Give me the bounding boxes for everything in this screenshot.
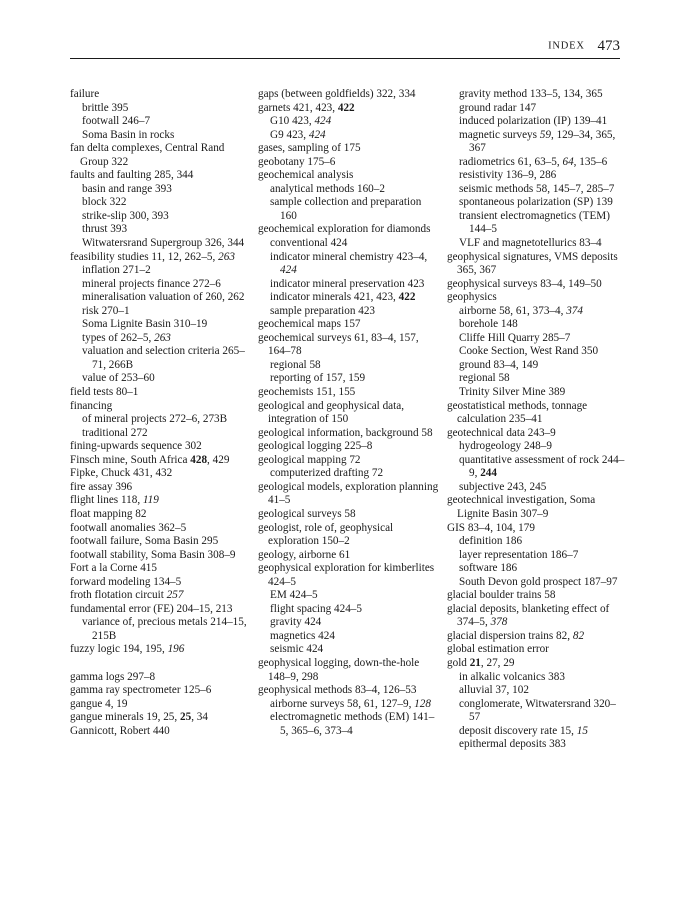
index-subentry: G9 423, 424 (270, 128, 326, 141)
index-entry: geophysical signatures, VMS deposits 365, 367 (447, 250, 618, 277)
index-subentry: airborne surveys 58, 61, 127–9, 128 (270, 697, 431, 710)
index-subentry: of mineral projects 272–6, 273B (82, 413, 228, 426)
index-entry: forward modeling 134–5 (70, 575, 182, 588)
index-entry: geobotany 175–6 (258, 155, 336, 168)
index-subentry: sample collection and preparation 160 (270, 196, 422, 222)
index-entry: Finsch mine, South Africa 428, 429 (70, 453, 230, 466)
index-subentry: definition 186 (459, 535, 523, 548)
index-entry: geochemical maps 157 (258, 318, 361, 331)
index-subentry: epithermal deposits 383 (459, 738, 566, 751)
index-subentry: transient electromagnetics (TEM) 144–5 (459, 209, 610, 236)
index-subentry: value of 253–60 (82, 372, 155, 385)
index-subentry: indicator mineral preservation 423 (270, 277, 425, 290)
index-entry: feasibility studies 11, 12, 262–5, 263 (70, 250, 235, 263)
index-subentry: mineralisation valuation of 260, 262 (82, 291, 245, 304)
index-entry: geological and geophysical data, integration of 150 (258, 399, 405, 426)
index-entry: gangue minerals 19, 25, 25, 34 (70, 711, 208, 724)
index-subentry: indicator mineral chemistry 423–4, 424 (270, 250, 428, 277)
index-subentry: resistivity 136–9, 286 (459, 169, 557, 182)
index-subentry: Witwatersrand Supergroup 326, 344 (82, 237, 245, 250)
index-subentry: conglomerate, Witwatersrand 320–57 (459, 697, 616, 724)
index-subentry: magnetics 424 (270, 629, 335, 642)
index-subentry: quantitative assessment of rock 244–9, 244 (459, 453, 625, 480)
index-entry: geochemical surveys 61, 83–4, 157, 164–78 (258, 331, 419, 358)
index-subentry: conventional 424 (270, 237, 348, 250)
index-entry: geochemical exploration for diamonds (258, 223, 431, 236)
index-subentry: radiometrics 61, 63–5, 64, 135–6 (459, 155, 608, 168)
index-subentry: brittle 395 (82, 101, 129, 114)
index-entry: gamma logs 297–8 (70, 670, 156, 683)
index-subentry: electromagnetic methods (EM) 141–5, 365–6, 373–4 (270, 711, 435, 737)
index-subentry: traditional 272 (82, 426, 148, 439)
index-entry: geological surveys 58 (258, 507, 356, 520)
index-entry: footwall failure, Soma Basin 295 (70, 535, 219, 548)
index-subentry: borehole 148 (459, 318, 518, 331)
index-subentry: G10 423, 424 (270, 115, 332, 128)
index-entry: gamma ray spectrometer 125–6 (70, 684, 212, 697)
index-entry: failure (70, 88, 100, 100)
index-subentry: VLF and magnetotellurics 83–4 (459, 237, 602, 250)
header-rule (70, 58, 620, 59)
index-subentry: alluvial 37, 102 (459, 684, 529, 697)
index-entry: geophysical exploration for kimberlites 424–5 (258, 562, 435, 588)
index-column-3 (447, 88, 627, 752)
index-subentry: Trinity Silver Mine 389 (459, 386, 566, 399)
index-subentry: deposit discovery rate 15, 15 (459, 724, 588, 737)
index-entry: fuzzy logic 194, 195, 196 (70, 643, 185, 656)
index-subentry: spontaneous polarization (SP) 139 (459, 196, 613, 209)
index-subentry: mineral projects finance 272–6 (82, 277, 221, 290)
index-entry: geotechnical data 243–9 (447, 426, 556, 439)
header-index-label: INDEX (548, 40, 585, 52)
index-entry: Fipke, Chuck 431, 432 (70, 467, 173, 480)
index-entry: gangue 4, 19 (70, 697, 128, 710)
index-entry: geophysical methods 83–4, 126–53 (258, 684, 417, 697)
index-column-1 (70, 88, 248, 738)
index-entry: fire assay 396 (70, 480, 133, 493)
index-entry: geologist, role of, geophysical exploration 150–2 (258, 521, 394, 548)
index-entry: GIS 83–4, 104, 179 (447, 521, 535, 534)
index-entry: geological logging 225–8 (258, 440, 373, 453)
index-entry: geophysics (447, 291, 497, 304)
index-entry: geophysical logging, down-the-hole 148–9, 298 (258, 656, 420, 683)
index-entry: fan delta complexes, Central Rand Group 322 (70, 142, 225, 168)
index-subentry: variance of, precious metals 214–15, 215B (82, 616, 247, 642)
index-entry: field tests 80–1 (70, 386, 139, 399)
index-subentry: sample preparation 423 (270, 304, 376, 317)
index-subentry: ground radar 147 (459, 101, 537, 114)
index-subentry: footwall 246–7 (82, 115, 151, 128)
index-entry: geostatistical methods, tonnage calculation 235–41 (447, 399, 588, 426)
index-entry: froth flotation circuit 257 (70, 589, 184, 602)
index-subentry: Soma Lignite Basin 310–19 (82, 318, 208, 331)
index-subentry: layer representation 186–7 (459, 548, 579, 561)
index-entry: financing (70, 399, 113, 412)
index-subentry: induced polarization (IP) 139–41 (459, 115, 608, 128)
index-subentry: strike-slip 300, 393 (82, 209, 169, 222)
index-entry: flight lines 118, 119 (70, 494, 159, 507)
index-subentry: gravity 424 (270, 616, 322, 629)
index-entry: footwall stability, Soma Basin 308–9 (70, 548, 236, 561)
index-subentry: computerized drafting 72 (270, 467, 384, 480)
index-entry: geochemical analysis (258, 169, 354, 182)
index-entry: geotechnical investigation, Soma Lignite Basin 307–9 (447, 494, 596, 520)
index-subentry: South Devon gold prospect 187–97 (459, 575, 618, 588)
index-entry: geochemists 151, 155 (258, 386, 356, 399)
index-entry: footwall anomalies 362–5 (70, 521, 187, 534)
index-entry: geological models, exploration planning 41–5 (258, 480, 439, 507)
index-subentry: Cliffe Hill Quarry 285–7 (459, 331, 571, 344)
index-entry: faults and faulting 285, 344 (70, 169, 194, 182)
running-header (70, 36, 620, 56)
index-entry: glacial dispersion trains 82, 82 (447, 629, 585, 642)
index-subentry: analytical methods 160–2 (270, 182, 385, 195)
index-subentry: basin and range 393 (82, 182, 172, 195)
index-entry: garnets 421, 423, 422 (258, 101, 355, 114)
index-subentry: regional 58 (459, 372, 510, 385)
index-subentry: gravity method 133–5, 134, 365 (459, 88, 603, 100)
index-entry: gaps (between goldfields) 322, 334 (258, 88, 416, 100)
index-entry: gases, sampling of 175 (258, 142, 361, 155)
index-entry: Gannicott, Robert 440 (70, 724, 170, 737)
index-entry: glacial boulder trains 58 (447, 589, 556, 602)
index-column-2 (258, 88, 440, 738)
index-entry: geology, airborne 61 (258, 548, 351, 561)
index-subentry: airborne 58, 61, 373–4, 374 (459, 304, 583, 317)
index-entry: fining-upwards sequence 302 (70, 440, 202, 453)
page-number: 473 (597, 38, 620, 55)
index-subentry: seismic 424 (270, 643, 324, 656)
index-subentry: ground 83–4, 149 (459, 358, 539, 371)
index-entry: geophysical surveys 83–4, 149–50 (447, 277, 602, 290)
index-subentry: hydrogeology 248–9 (459, 440, 552, 453)
index-entry: float mapping 82 (70, 507, 147, 520)
index-subentry: inflation 271–2 (82, 264, 151, 277)
letter-gap (70, 657, 248, 671)
index-entry: global estimation error (447, 643, 549, 656)
index-entry: Fort a la Corne 415 (70, 562, 157, 575)
index-subentry: Cooke Section, West Rand 350 (459, 345, 599, 358)
index-subentry: indicator minerals 421, 423, 422 (270, 291, 416, 304)
index-entry: glacial deposits, blanketing effect of 374–5, 378 (447, 602, 610, 629)
index-subentry: software 186 (459, 562, 518, 575)
index-subentry: regional 58 (270, 358, 321, 371)
index-subentry: types of 262–5, 263 (82, 331, 171, 344)
index-subentry: valuation and selection criteria 265–71, 266B (82, 345, 245, 371)
index-subentry: Soma Basin in rocks (82, 128, 175, 141)
index-subentry: block 322 (82, 196, 127, 209)
index-subentry: flight spacing 424–5 (270, 602, 362, 615)
index-subentry: in alkalic volcanics 383 (459, 670, 565, 683)
index-entry: gold 21, 27, 29 (447, 656, 515, 669)
index-subentry: subjective 243, 245 (459, 480, 547, 493)
index-entry: fundamental error (FE) 204–15, 213 (70, 602, 233, 615)
index-subentry: risk 270–1 (82, 304, 130, 317)
index-entry: geological information, background 58 (258, 426, 433, 439)
index-entry: geological mapping 72 (258, 453, 361, 466)
index-subentry: thrust 393 (82, 223, 128, 236)
index-subentry: EM 424–5 (270, 589, 318, 602)
index-subentry: magnetic surveys 59, 129–34, 365, 367 (459, 128, 616, 155)
index-subentry: reporting of 157, 159 (270, 372, 366, 385)
index-subentry: seismic methods 58, 145–7, 285–7 (459, 182, 615, 195)
